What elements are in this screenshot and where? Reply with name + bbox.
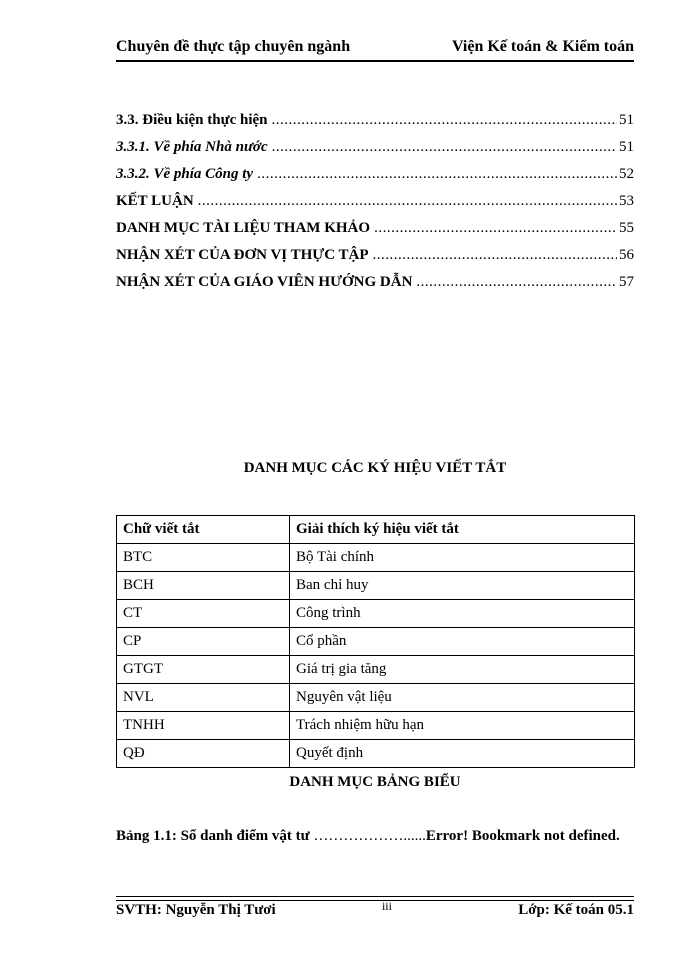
toc-entry[interactable]: [116, 274, 634, 301]
toc-leader-dots: [374, 220, 617, 237]
toc-page-number: 55: [619, 220, 634, 236]
toc-entry-text: DANH MỤC TÀI LIỆU THAM KHẢO: [116, 220, 371, 236]
abbreviation-cell: BTC: [117, 544, 290, 572]
toc-leader-dots: [257, 166, 617, 183]
footer-rule: [116, 896, 634, 901]
toc-leader-dots: [272, 112, 617, 129]
footer-student: SVTH: Nguyễn Thị Tươi: [116, 902, 276, 918]
toc-page-number: 53: [619, 193, 634, 209]
toc-entry-text: 3.3.2. Về phía Công ty: [116, 166, 254, 182]
explanation-cell: Ban chỉ huy: [290, 572, 635, 600]
entry-dots: ………………......: [309, 828, 426, 844]
abbreviations-header-row: [117, 516, 635, 544]
toc-entry[interactable]: [116, 139, 634, 166]
page-footer: [116, 899, 634, 919]
abbreviations-table: [116, 515, 635, 768]
header-abbreviation: Chữ viết tắt: [117, 516, 290, 544]
explanation-cell: Nguyên vật liệu: [290, 684, 635, 712]
header-explanation: Giải thích ký hiệu viết tắt: [290, 516, 635, 544]
explanation-cell: Giá trị gia tăng: [290, 656, 635, 684]
footer-class: Lớp: Kế toán 05.1: [518, 902, 634, 918]
abbreviation-cell: QĐ: [117, 740, 290, 768]
explanation-cell: Cổ phần: [290, 628, 635, 656]
table-row: [117, 684, 635, 712]
toc-page-number: 56: [619, 247, 634, 263]
table-row: [117, 544, 635, 572]
footer-page-number: iii: [381, 899, 392, 913]
toc-entry-text: NHẬN XÉT CỦA ĐƠN VỊ THỰC TẬP: [116, 247, 369, 263]
entry-label: Bảng 1.1: Sổ danh điểm vật tư: [116, 828, 310, 844]
toc-entry-text: 3.3.1. Về phía Nhà nước: [116, 139, 268, 155]
abbreviation-cell: NVL: [117, 684, 290, 712]
explanation-cell: Bộ Tài chính: [290, 544, 635, 572]
toc-entry[interactable]: [116, 247, 634, 274]
header-right: Viện Kế toán & Kiểm toán: [451, 38, 634, 55]
table-row: [117, 572, 635, 600]
explanation-cell: Công trình: [290, 600, 635, 628]
toc-leader-dots: [416, 274, 617, 291]
toc-entry-text: NHẬN XÉT CỦA GIÁO VIÊN HƯỚNG DẪN: [116, 274, 413, 290]
header-rule: [116, 60, 634, 62]
abbreviations-title: DANH MỤC CÁC KÝ HIỆU VIẾT TẮT: [243, 460, 507, 476]
toc-page-number: 57: [619, 274, 634, 290]
toc-entry[interactable]: [116, 166, 634, 193]
abbreviation-cell: GTGT: [117, 656, 290, 684]
toc-entry-text: KẾT LUẬN: [116, 193, 194, 209]
header-left: Chuyên đề thực tập chuyên ngành: [116, 38, 351, 55]
tables-list-entry: [116, 828, 636, 845]
toc-page-number: 51: [619, 139, 634, 155]
toc-entry[interactable]: [116, 193, 634, 220]
explanation-cell: Quyết định: [290, 740, 635, 768]
table-row: [117, 712, 635, 740]
table-row: [117, 740, 635, 768]
abbreviation-cell: CP: [117, 628, 290, 656]
table-row: [117, 600, 635, 628]
abbreviation-cell: BCH: [117, 572, 290, 600]
toc-leader-dots: [373, 247, 617, 264]
table-of-contents: [116, 112, 634, 301]
toc-leader-dots: [272, 139, 617, 156]
toc-page-number: 51: [619, 112, 634, 128]
entry-ref: Error! Bookmark not defined.: [425, 828, 620, 844]
explanation-cell: Trách nhiệm hữu hạn: [290, 712, 635, 740]
tables-list-title: DANH MỤC BẢNG BIỂU: [289, 774, 461, 790]
abbreviation-cell: CT: [117, 600, 290, 628]
toc-entry[interactable]: [116, 220, 634, 247]
toc-entry[interactable]: [116, 112, 634, 139]
toc-leader-dots: [198, 193, 617, 210]
page-header: [116, 38, 634, 56]
table-row: [117, 628, 635, 656]
abbreviation-cell: TNHH: [117, 712, 290, 740]
toc-page-number: 52: [619, 166, 634, 182]
table-row: [117, 656, 635, 684]
toc-entry-text: 3.3. Điều kiện thực hiện: [116, 112, 268, 128]
